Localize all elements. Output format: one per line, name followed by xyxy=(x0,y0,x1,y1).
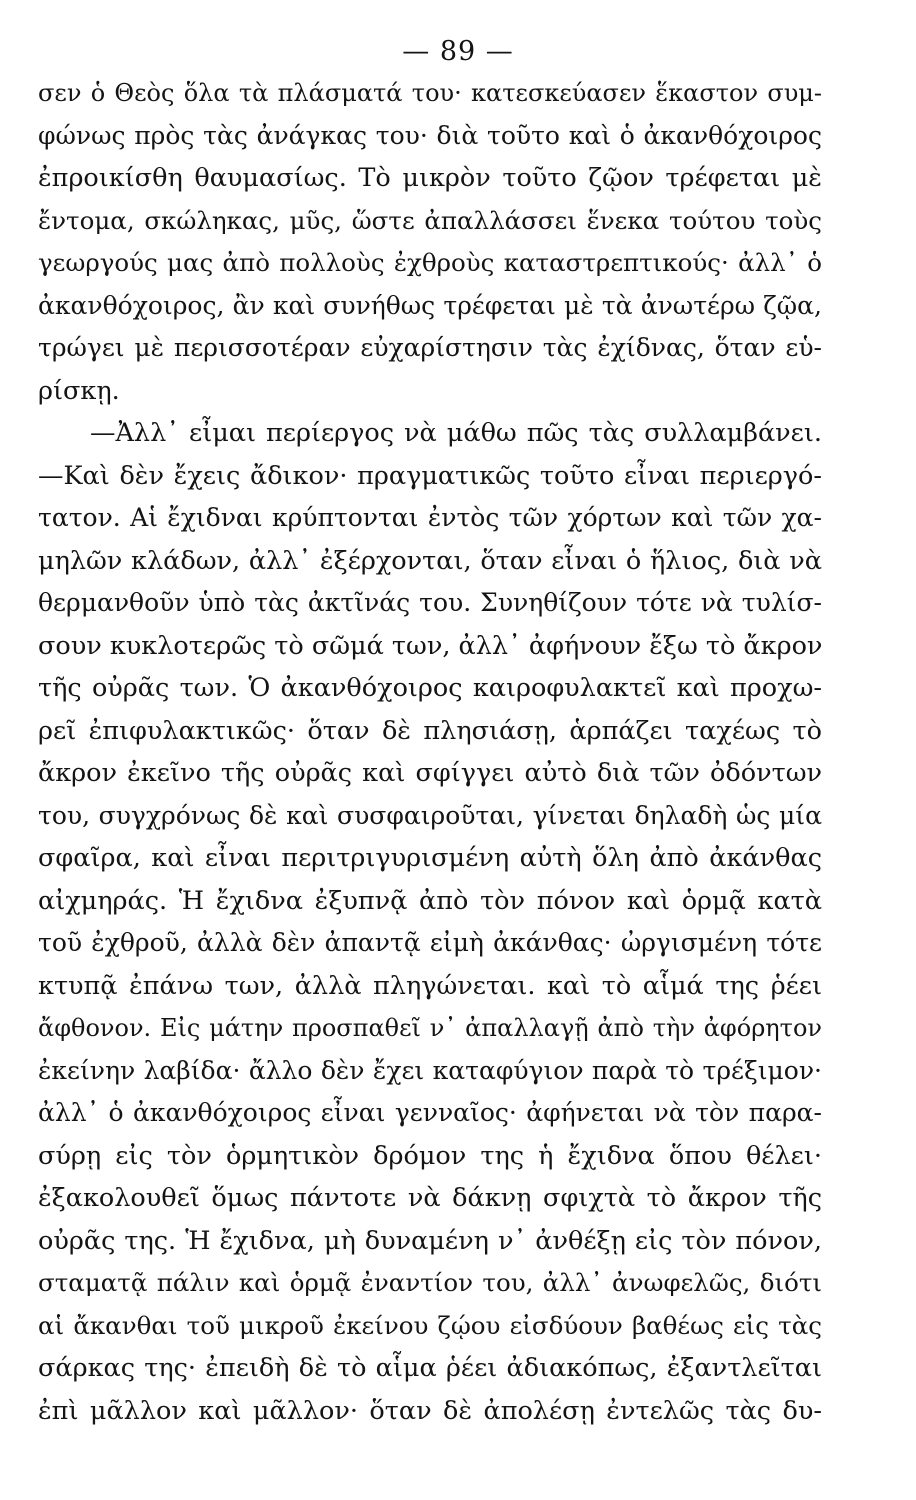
text-line: ἄφθονον. Εἰς μάτην προσπαθεῖ ν᾽ ἀπαλλαγῇ ἀπὸ τὴν ἀφόρητον xyxy=(38,1014,822,1042)
text-line: κτυπᾷ ἐπάνω των, ἀλλὰ πληγώνεται. καὶ τὸ αἷμά της ῥέει xyxy=(38,970,822,1001)
text-line: —Καὶ δὲν ἔχεις ἄδικον· πραγματικῶς τοῦτο εἶναι περιεργό- xyxy=(38,460,822,491)
page-number: — 89 — xyxy=(402,36,514,67)
text-line: σάρκας της· ἐπειδὴ δὲ τὸ αἷμα ῥέει ἀδιακόπως, ἐξαντλεῖται xyxy=(38,1353,822,1383)
text-line: τρώγει μὲ περισσοτέραν εὐχαρίστησιν τὰς ἐχίδνας, ὅταν εὑ- xyxy=(38,333,822,362)
text-line: ἀλλ᾽ ὁ ἀκανθόχοιρος εἶναι γενναῖος· ἀφήνεται νὰ τὸν παρα- xyxy=(38,1098,822,1127)
text-line: ἐπροικίσθη θαυμασίως. Τὸ μικρὸν τοῦτο ζῷον τρέφεται μὲ xyxy=(38,163,822,193)
text-line: ἔντομα, σκώληκας, μῦς, ὥστε ἀπαλλάσσει ἕνεκα τούτου τοὺς xyxy=(38,205,822,235)
text-line: σταματᾷ πάλιν καὶ ὁρμᾷ ἐναντίον του, ἀλλ᾽ ἀνωφελῶς, διότι xyxy=(38,1268,822,1297)
text-line: του, συγχρόνως δὲ καὶ συσφαιροῦται, γίνεται δηλαδὴ ὡς μία xyxy=(38,800,822,830)
text-line: αἰχμηράς. Ἡ ἔχιδνα ἐξυπνᾷ ἀπὸ τὸν πόνον καὶ ὁρμᾷ κατὰ xyxy=(38,885,822,916)
text-line: ἀκανθόχοιρος, ἂν καὶ συνήθως τρέφεται μὲ τὰ ἀνωτέρω ζῷα, xyxy=(38,290,822,320)
text-line: ἄκρον ἐκεῖνο τῆς οὐρᾶς καὶ σφίγγει αὐτὸ διὰ τῶν ὀδόντων xyxy=(38,758,822,788)
text-line: ρίσκῃ. xyxy=(38,375,120,406)
text-line: ἐκείνην λαβίδα· ἄλλο δὲν ἔχει καταφύγιον παρὰ τὸ τρέξιμον· xyxy=(38,1055,822,1085)
text-line: σφαῖρα, καὶ εἶναι περιτριγυρισμένη αὐτὴ ὅλη ἀπὸ ἀκάνθας xyxy=(38,843,822,873)
text-line: ρεῖ ἐπιφυλακτικῶς· ὅταν δὲ πλησιάσῃ, ἁρπάζει ταχέως τὸ xyxy=(38,715,822,746)
text-line: γεωργούς μας ἀπὸ πολλοὺς ἐχθροὺς καταστρεπτικούς· ἀλλ᾽ ὁ xyxy=(38,248,822,277)
text-line: σουν κυκλοτερῶς τὸ σῶμά των, ἀλλ᾽ ἀφήνουν ἔξω τὸ ἄκρον xyxy=(38,630,823,661)
text-line: σεν ὁ Θεὸς ὅλα τὰ πλάσματά του· κατεσκεύασεν ἕκαστον συμ- xyxy=(38,79,822,107)
text-line: οὐρᾶς της. Ἡ ἔχιδνα, μὴ δυναμένη ν᾽ ἀνθέξῃ εἰς τὸν πόνον, xyxy=(38,1225,822,1256)
text-line: θερμανθοῦν ὑπὸ τὰς ἀκτῖνάς του. Συνηθίζουν τότε νὰ τυλίσ- xyxy=(38,588,822,617)
text-line: αἱ ἄκανθαι τοῦ μικροῦ ἐκείνου ζῴου εἰσδύουν βαθέως εἰς τὰς xyxy=(38,1310,822,1340)
text-line: σύρῃ εἰς τὸν ὁρμητικὸν δρόμον της ἡ ἔχιδνα ὅπου θέλει· xyxy=(38,1140,822,1171)
body-text xyxy=(38,72,822,1432)
text-line: ἐξακολουθεῖ ὅμως πάντοτε νὰ δάκνῃ σφιχτὰ τὸ ἄκρον τῆς xyxy=(38,1183,822,1213)
text-line: τατον. Αἱ ἔχιδναι κρύπτονται ἐντὸς τῶν χόρτων καὶ τῶν χα- xyxy=(38,503,822,532)
text-line: ἐπὶ μᾶλλον καὶ μᾶλλον· ὅταν δὲ ἀπολέσῃ ἐντελῶς τὰς δυ- xyxy=(38,1395,822,1426)
text-line: τῆς οὐρᾶς των. Ὁ ἀκανθόχοιρος καιροφυλακτεῖ καὶ προχω- xyxy=(38,673,822,703)
text-line: μηλῶν κλάδων, ἀλλ᾽ ἐξέρχονται, ὅταν εἶναι ὁ ἥλιος, διὰ νὰ xyxy=(38,545,822,576)
text-line: —Ἀλλ᾽ εἶμαι περίεργος νὰ μάθω πῶς τὰς συλλαμβάνει. xyxy=(90,418,822,448)
text-line: φώνως πρὸς τὰς ἀνάγκας του· διὰ τοῦτο καὶ ὁ ἀκανθόχοιρος xyxy=(38,120,822,150)
text-line: τοῦ ἐχθροῦ, ἀλλὰ δὲν ἀπαντᾷ εἰμὴ ἀκάνθας· ὠργισμένη τότε xyxy=(38,928,822,957)
